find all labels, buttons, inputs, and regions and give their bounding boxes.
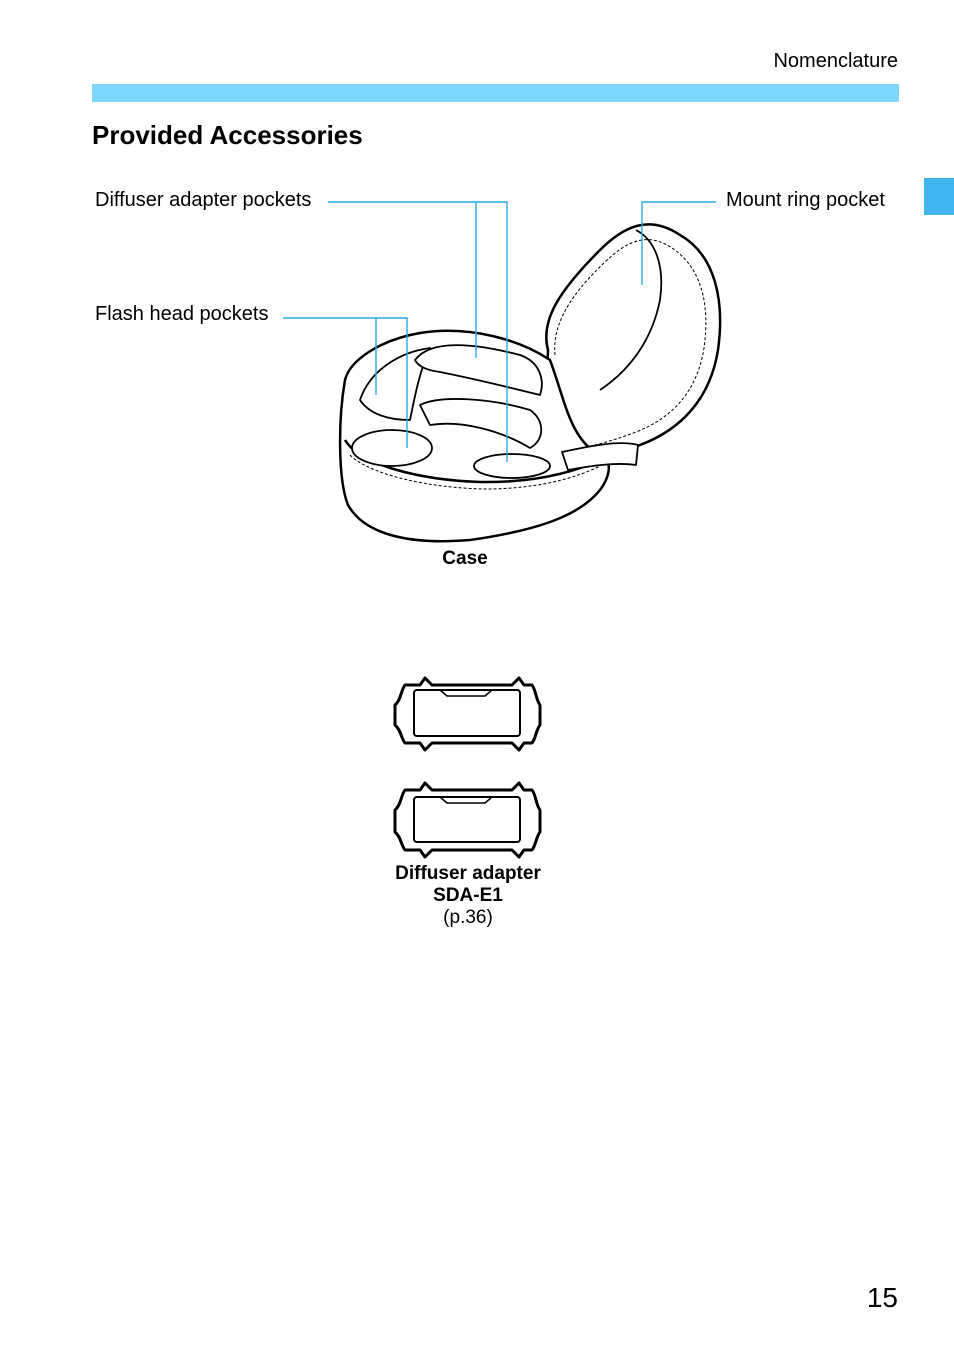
case-drawing bbox=[340, 224, 720, 541]
callout-diffuser-adapter-pockets: Diffuser adapter pockets bbox=[95, 189, 312, 211]
diffuser-adapter-drawing-2 bbox=[395, 783, 540, 857]
callout-flash-head-pockets: Flash head pockets bbox=[95, 303, 269, 325]
running-header: Nomenclature bbox=[773, 50, 898, 72]
page-number: 15 bbox=[866, 1282, 898, 1313]
callout-mount-ring-pocket: Mount ring pocket bbox=[726, 189, 885, 211]
adapter-model: SDA-E1 bbox=[433, 885, 503, 906]
adapter-name: Diffuser adapter bbox=[395, 863, 541, 884]
adapter-caption bbox=[368, 863, 568, 929]
diffuser-adapter-drawing-1 bbox=[395, 678, 540, 750]
case-caption bbox=[400, 548, 530, 570]
adapter-page-ref: (p.36) bbox=[443, 907, 493, 928]
case-label: Case bbox=[442, 548, 488, 569]
section-title: Provided Accessories bbox=[92, 120, 363, 150]
